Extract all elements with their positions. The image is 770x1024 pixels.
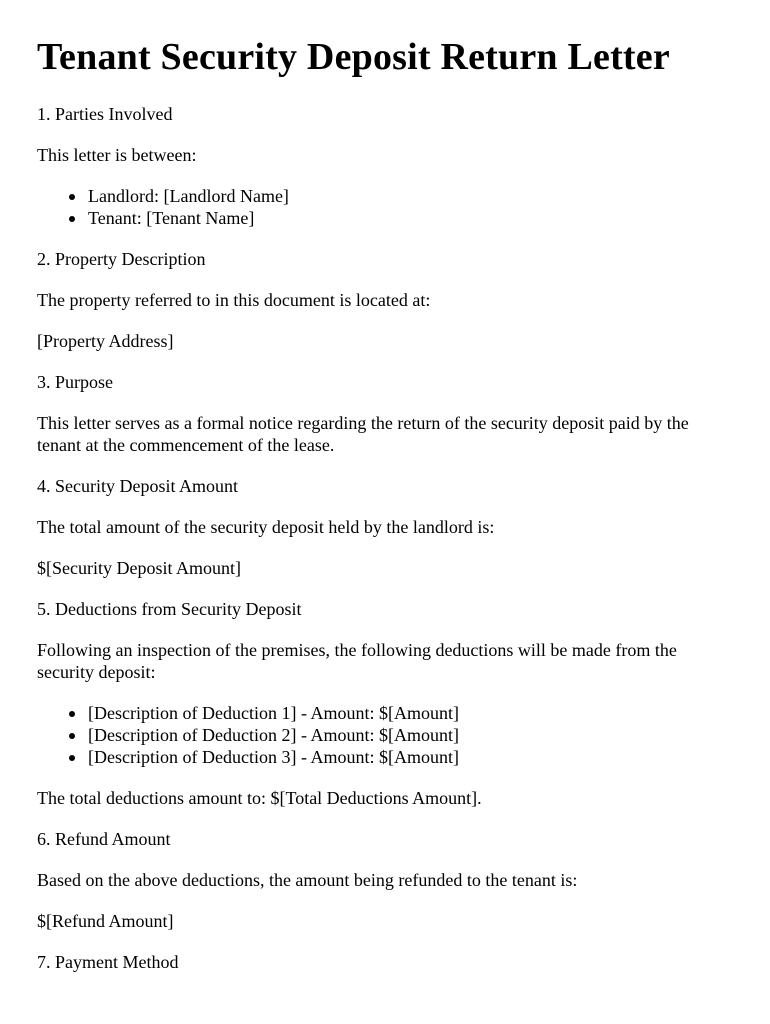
deductions-intro: Following an inspection of the premises, the following deductions will be made from the security deposit: [37, 640, 677, 682]
list-item: [Description of Deduction 2] - Amount: $[Amount] [88, 724, 732, 746]
list-item: Tenant: [Tenant Name] [88, 207, 732, 229]
section-heading-deductions: 5. Deductions from Security Deposit [37, 599, 302, 619]
refund-intro: Based on the above deductions, the amount being refunded to the tenant is: [37, 870, 578, 890]
section-heading-refund: 6. Refund Amount [37, 829, 171, 849]
deductions-list [37, 702, 732, 768]
deductions-total: The total deductions amount to: $[Total Deductions Amount]. [37, 788, 482, 808]
section-heading-property: 2. Property Description [37, 249, 206, 269]
parties-list [37, 185, 732, 229]
property-address: [Property Address] [37, 331, 174, 351]
section-heading-deposit: 4. Security Deposit Amount [37, 476, 238, 496]
section-heading-purpose: 3. Purpose [37, 372, 113, 392]
list-item: [Description of Deduction 1] - Amount: $[Amount] [88, 702, 732, 724]
property-intro: The property referred to in this document is located at: [37, 290, 431, 310]
deposit-intro: The total amount of the security deposit held by the landlord is: [37, 517, 495, 537]
purpose-body: This letter serves as a formal notice regarding the return of the security deposit paid by the tenant at the commencement of the lease. [37, 413, 689, 455]
list-item: [Description of Deduction 3] - Amount: $[Amount] [88, 746, 732, 768]
section-heading-payment: 7. Payment Method [37, 952, 179, 972]
document-title: Tenant Security Deposit Return Letter [37, 36, 670, 78]
list-item: Landlord: [Landlord Name] [88, 185, 732, 207]
parties-intro: This letter is between: [37, 145, 197, 165]
deposit-amount: $[Security Deposit Amount] [37, 558, 241, 578]
refund-amount: $[Refund Amount] [37, 911, 174, 931]
section-heading-parties: 1. Parties Involved [37, 104, 173, 124]
